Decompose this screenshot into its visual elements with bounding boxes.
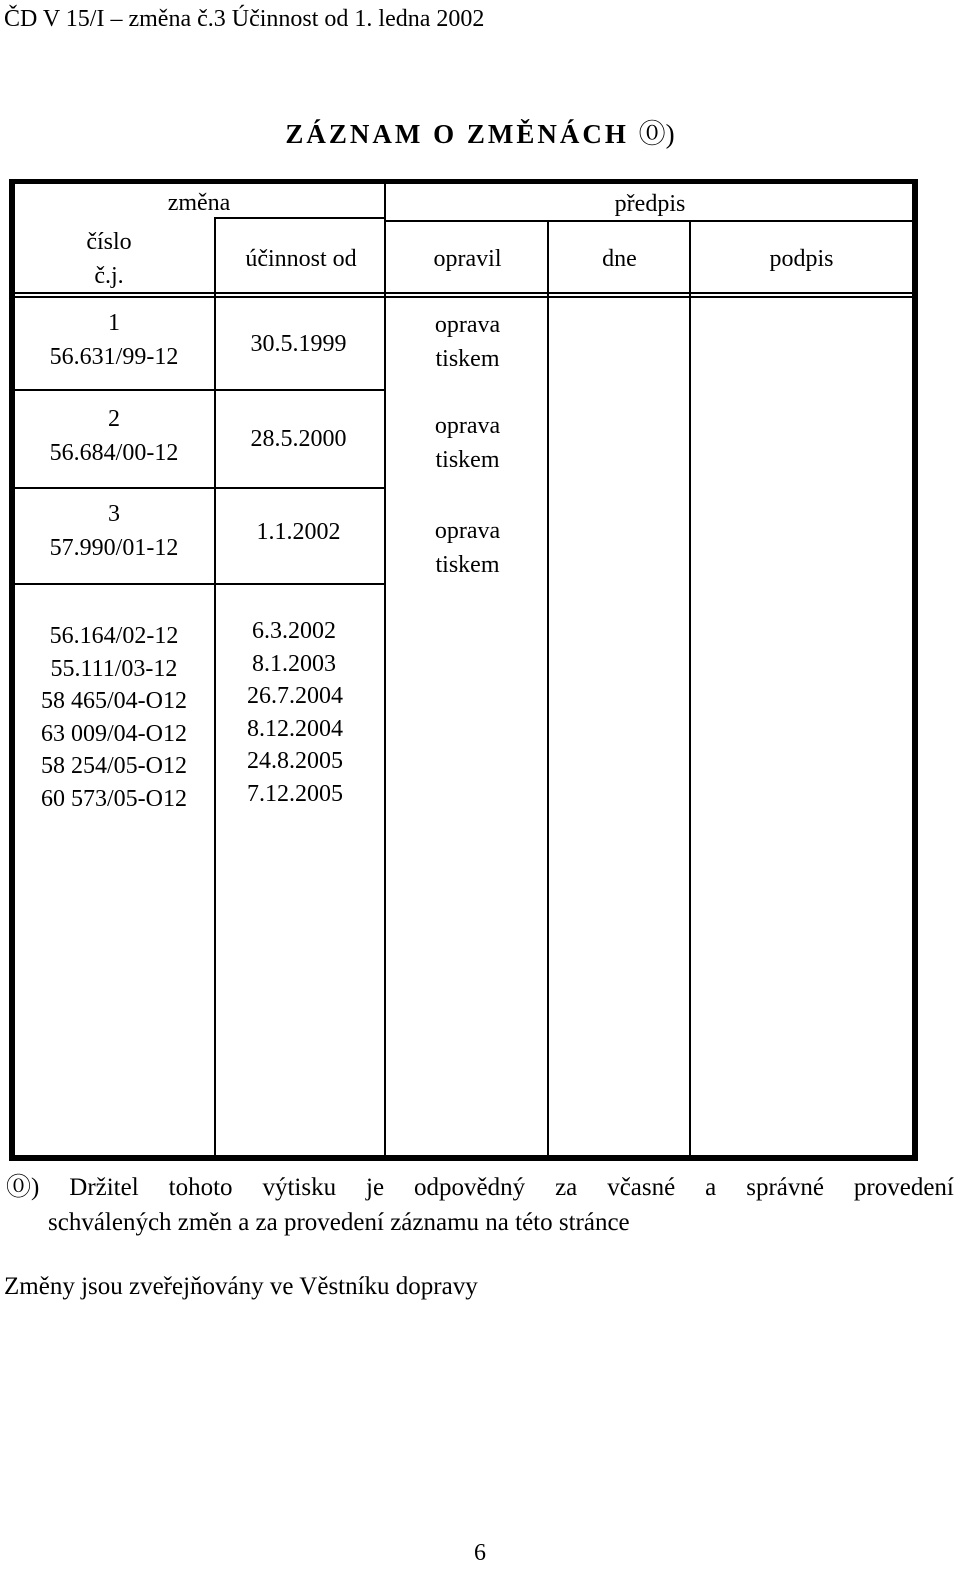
row2-cj: 56.684/00-12 [49,440,179,466]
header-cislo-line1: číslo [86,229,132,255]
header-predpis: předpis [614,191,686,217]
row2-opravil-line2: tiskem [435,447,500,473]
row1-number: 1 [108,310,120,336]
footnote-marker-icon: ⓪) [6,1174,40,1201]
extra-cj: 60 573/05-O12 [41,785,187,812]
extra-cj: 58 465/04-O12 [41,688,187,714]
footnote-marker-icon: ⓪) [638,119,675,149]
row2-number: 2 [108,406,120,432]
header-dne: dne [602,246,637,272]
footnote-word: Držitel [69,1174,139,1201]
change-record-table [9,179,918,1161]
row3-opravil-line2: tiskem [435,552,500,578]
header-podpis: podpis [769,246,834,272]
row1-cislo [14,306,214,374]
row1-opravil-line1: oprava [434,312,501,338]
row1-opravil [386,308,549,376]
footnote-line2: schválených změn a za provedení záznamu na této stránce [48,1209,630,1236]
header-opravil: opravil [433,246,502,272]
row3-opravil-line1: oprava [434,518,501,544]
extra-cj: 55.111/03-12 [50,655,178,682]
page-title [0,112,960,151]
extra-date: 8.1.2003 [252,650,336,677]
row2-opravil [386,409,549,477]
extra-date: 7.12.2005 [247,780,343,807]
header-cislo-line2: č.j. [94,263,124,289]
footnote-word: včasné [607,1174,676,1201]
publication-note: Změny jsou zveřejňovány ve Věstníku dopravy [4,1273,478,1300]
extra-cj: 63 009/04-O12 [41,720,187,747]
row-divider-3 [13,583,386,585]
row3-cj: 57.990/01-12 [49,535,179,561]
row-divider-1 [13,389,386,391]
row-divider-2 [13,487,386,489]
row1-opravil-line2: tiskem [435,346,500,372]
footnote-word: provedení [853,1174,954,1201]
row3-date: 1.1.2002 [256,519,341,545]
footnote-word: je [366,1174,385,1201]
divider-col4 [689,222,691,1157]
footnote-word: odpovědný [414,1174,526,1201]
document-header: ČD V 15/I – změna č.3 Účinnost od 1. ledna 2002 [4,6,485,32]
extra-date: 24.8.2005 [247,748,343,774]
footnote-word: tohoto [168,1174,233,1201]
table-border-top [9,179,918,184]
extra-cj: 58 254/05-O12 [41,753,187,779]
header-zmena: změna [167,190,231,216]
row1-cj: 56.631/99-12 [49,344,179,370]
header-ucinnost: účinnost od [245,246,357,272]
footnote-word: a [705,1174,717,1201]
row3-opravil [386,514,549,582]
row3-cislo [14,497,214,565]
extra-date: 8.12.2004 [247,715,343,742]
row3-number: 3 [108,501,120,527]
header-cislo [59,225,159,293]
row2-opravil-line1: oprava [434,413,501,439]
table-border-bottom [9,1155,918,1161]
row2-date: 28.5.2000 [250,426,347,452]
row2-cislo [14,402,214,470]
extra-cj-list [14,620,214,815]
row1-date: 30.5.1999 [250,331,347,357]
header-bottom-line-2 [13,296,914,298]
footnote-word: za [555,1174,578,1201]
footnote-word: výtisku [262,1174,337,1201]
footnote-word: správné [746,1174,824,1201]
footnote [6,1170,954,1240]
extra-date: 6.3.2002 [252,618,336,644]
title-text: ZÁZNAM O ZMĚNÁCH [285,119,629,149]
table-border-right [912,179,918,1161]
footnote-line1 [6,1170,954,1205]
extra-date: 26.7.2004 [247,683,343,709]
page-number: 6 [474,1540,486,1566]
extra-cj: 56.164/02-12 [49,623,179,649]
extra-date-list [247,615,377,810]
